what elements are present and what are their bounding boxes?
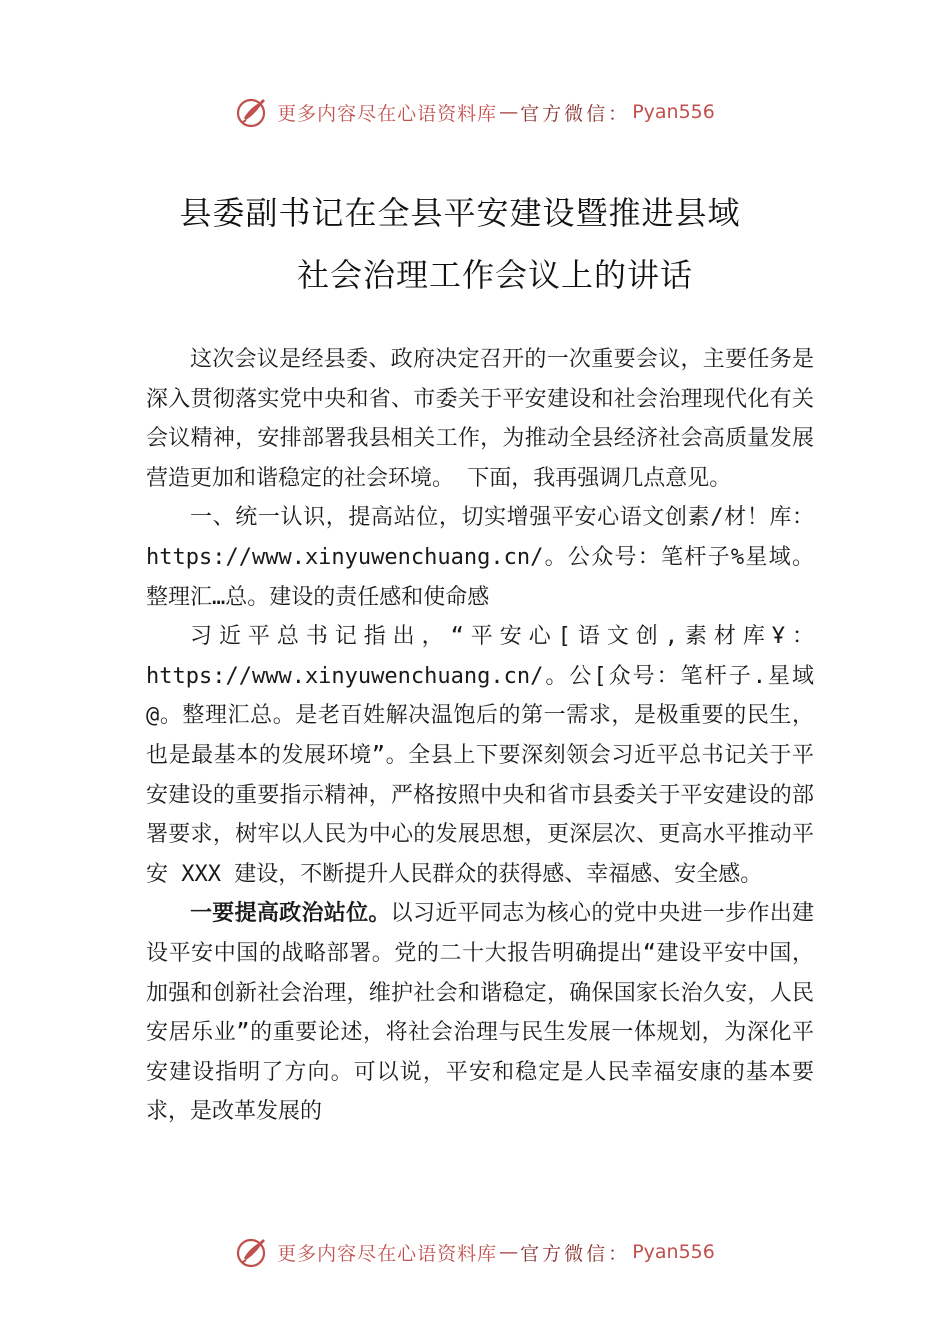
document-title-line2: 社会治理工作会议上的讲话: [296, 256, 693, 294]
watermark-banner-top: [0, 92, 950, 132]
point-one-text: 以习近平同志为核心的党中央进一步作出建设平安中国的战略部署。党的二十大报告明确提出“建设平安中国，加强和创新社会治理，维护社会和谐稳定，确保国家长治久安，人民安居乐业”的重要论述，将社会治理与民生发展一体规划，为深化平安建设指明了方向。可以说，平安和稳定是人民幸福安康的基本要求，是改革发展的: [146, 901, 814, 1125]
paragraph-quote: 习近平总书记指出，“平安心[语文创,素材库Ұ：https://www.xinyuwenchuang.cn/。公[众号：笔杆子.星域@。整理汇总。是老百姓解决温饱后的第一需求，是极重要的民生，也是最基本的发展环境”。全县上下要深刻领会习近平总书记关于平安建设的重要指示精神，严格按照中央和省市县委关于平安建设的部署要求，树牢以人民为中心的发展思想，更深层次、更高水平推动平安 XXX 建设，不断提升人民群众的获得感、幸福感、安全感。: [146, 624, 814, 887]
watermark-text: 更多内容尽在心语资料库: [277, 1242, 498, 1265]
watermark-separator: —: [499, 1241, 519, 1263]
document-title-line1: 县委副书记在全县平安建设暨推进县域: [179, 194, 741, 232]
watermark-wechat-label: 官方微信：: [520, 1242, 631, 1265]
watermark-wechat-id: Pyan556: [632, 101, 715, 123]
pen-logo-icon: [235, 94, 271, 130]
watermark-wechat-id: Pyan556: [632, 1241, 715, 1263]
paragraph-intro: 这次会议是经县委、政府决定召开的一次重要会议，主要任务是深入贯彻落实党中央和省、市委关于平安建设和社会治理现代化有关会议精神，安排部署我县相关工作，为推动全县经济社会高质量发展营造更加和谐稳定的社会环境。 下面，我再强调几点意见。: [146, 347, 814, 491]
pen-logo-icon: [235, 1234, 271, 1270]
document-body: [146, 340, 814, 1132]
watermark-banner-bottom: [0, 1232, 950, 1272]
paragraph-point-one: [146, 894, 814, 1132]
watermark-text: 更多内容尽在心语资料库: [277, 102, 498, 125]
watermark-separator: —: [499, 101, 519, 123]
point-one-heading: 一要提高政治站位。: [190, 901, 391, 927]
watermark-wechat-label: 官方微信：: [520, 102, 631, 125]
paragraph-section-heading: 一、统一认识，提高站位，切实增强平安心语文创素/材！库：https://www.xinyuwenchuang.cn/。公众号：笔杆子%星域。整理汇…总。建设的责任感和使命感: [146, 505, 814, 610]
